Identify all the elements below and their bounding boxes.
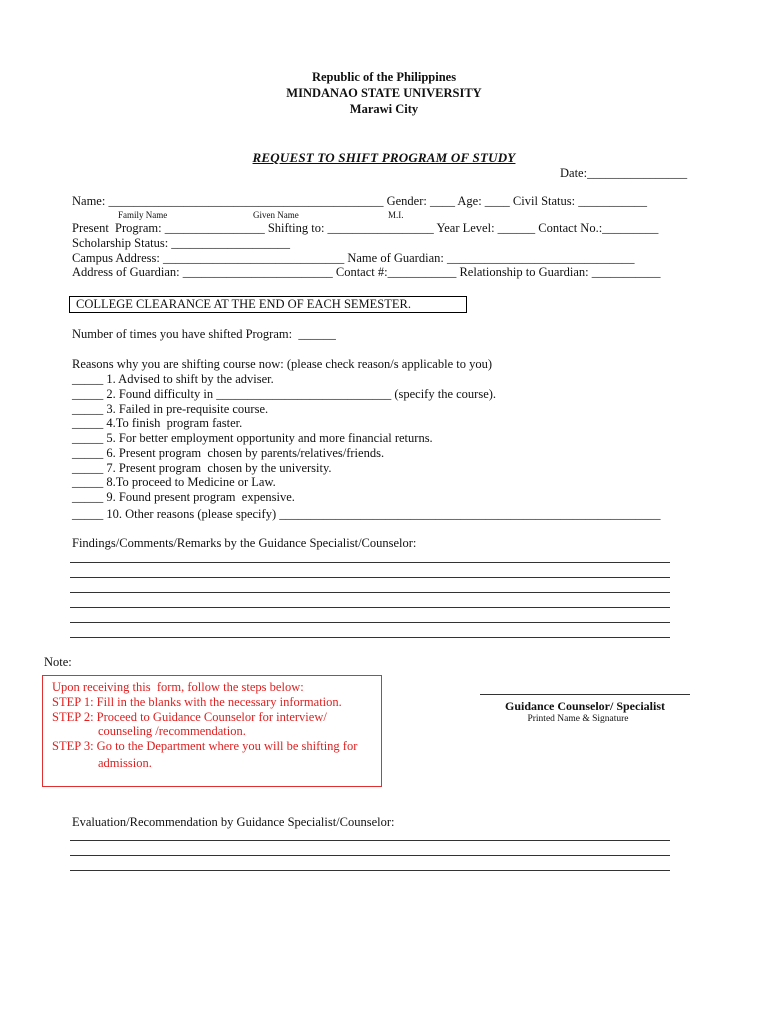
form-title: REQUEST TO SHIFT PROGRAM OF STUDY [252,150,516,165]
reason-item[interactable]: _____ 3. Failed in pre-requisite course. [72,402,269,416]
guardian-address-line[interactable]: Address of Guardian: ________________________ Contact #:___________ Relationship to Guardian: ___________ [72,265,661,279]
name-gender-age-line[interactable]: Name: ____________________________________________ Gender: ____ Age: ____ Civil Status: ___________ [72,194,647,208]
reason-item[interactable]: _____ 2. Found difficulty in ____________________________ (specify the course). [72,387,497,401]
family-name-caption: Family Name [118,210,168,220]
findings-line[interactable] [70,562,670,563]
note-step-1: STEP 1: Fill in the blanks with the necessary information. [52,695,342,709]
evaluation-line[interactable] [70,870,670,871]
note-step-2: STEP 2: Proceed to Guidance Counselor for interview/ [52,710,327,724]
note-line: Upon receiving this form, follow the steps below: [52,680,304,694]
note-box [42,675,382,787]
signature-title: Guidance Counselor/ Specialist [504,699,665,713]
campus-guardian-line[interactable]: Campus Address: _____________________________ Name of Guardian: ______________________________ [72,251,635,265]
reason-item[interactable]: _____ 10. Other reasons (please specify) _____________________________________________________________ [72,507,661,521]
reason-item[interactable]: _____ 5. For better employment opportunity and more financial returns. [72,431,433,445]
note-label: Note: [44,655,72,669]
evaluation-line[interactable] [70,855,670,856]
note-step-2-cont: counseling /recommendation. [98,724,246,738]
findings-line[interactable] [70,637,670,638]
header-city: Marawi City [349,102,419,116]
reason-item[interactable]: _____ 7. Present program chosen by the university. [72,461,332,475]
header-university: MINDANAO STATE UNIVERSITY [286,86,482,100]
reason-item[interactable]: _____ 4.To finish program faster. [72,416,243,430]
evaluation-label: Evaluation/Recommendation by Guidance Specialist/Counselor: [72,815,395,829]
mi-caption: M.I. [388,210,404,220]
note-step-3-cont: admission. [98,756,152,770]
findings-line[interactable] [70,592,670,593]
reason-item[interactable]: _____ 9. Found present program expensive. [72,490,295,504]
signature-line[interactable] [480,694,690,695]
findings-label: Findings/Comments/Remarks by the Guidance Specialist/Counselor: [72,536,417,550]
header-republic: Republic of the Philippines [311,70,457,84]
date-field[interactable]: Date:________________ [560,166,688,180]
times-shifted-line[interactable]: Number of times you have shifted Program: ______ [72,327,336,341]
scholarship-line[interactable]: Scholarship Status: ___________________ [72,236,291,250]
reasons-intro: Reasons why you are shifting course now: (please check reason/s applicable to you) [72,357,493,371]
findings-line[interactable] [70,577,670,578]
reason-item[interactable]: _____ 1. Advised to shift by the adviser. [72,372,274,386]
clearance-text: COLLEGE CLEARANCE AT THE END OF EACH SEMESTER. [76,297,411,311]
findings-line[interactable] [70,622,670,623]
reason-item[interactable]: _____ 8.To proceed to Medicine or Law. [72,475,276,489]
evaluation-line[interactable] [70,840,670,841]
given-name-caption: Given Name [253,210,299,220]
reason-item[interactable]: _____ 6. Present program chosen by parents/relatives/friends. [72,446,385,460]
program-line[interactable]: Present Program: ________________ Shifting to: _________________ Year Level: ______ Contact No.:_________ [72,221,659,235]
findings-line[interactable] [70,607,670,608]
clearance-box [69,296,467,313]
signature-caption: Printed Name & Signature [527,714,629,724]
note-step-3: STEP 3: Go to the Department where you will be shifting for [52,739,358,753]
